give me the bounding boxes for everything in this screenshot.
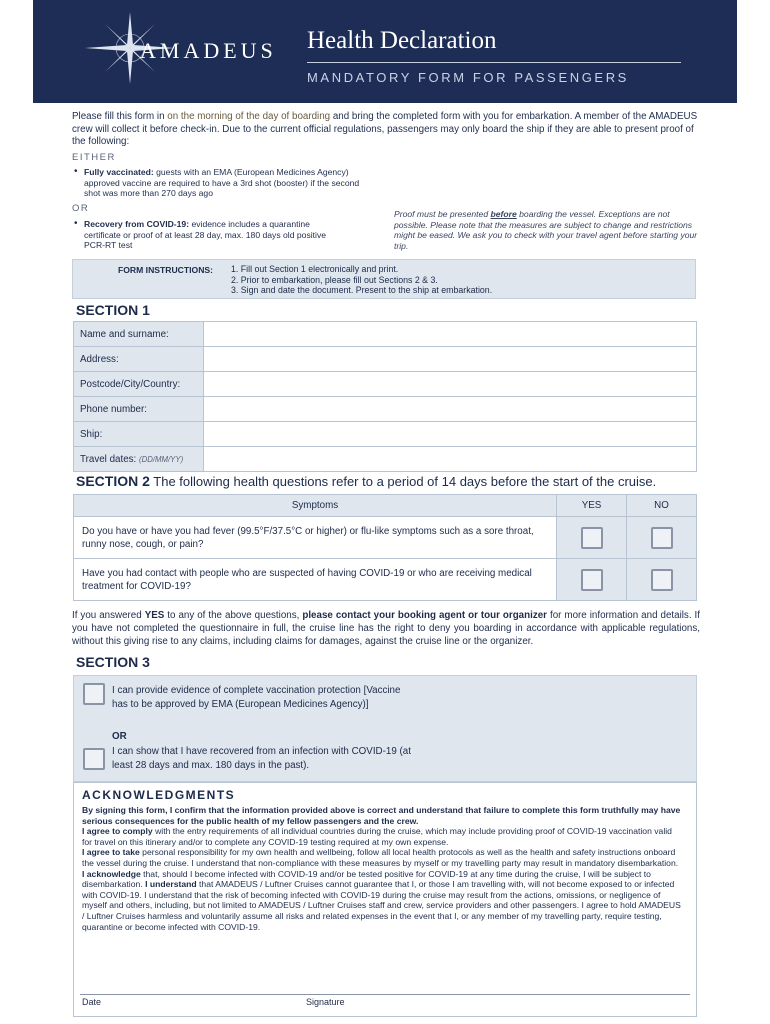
field-label-postcode: Postcode/City/Country: [74,372,204,397]
ack-responsibility: I agree to take [82,847,140,858]
either-label: EITHER [72,152,116,163]
col-symptoms: Symptoms [74,495,557,517]
intro-highlight: on the morning of the day of boarding [167,111,331,122]
note-text: If you answered [72,610,145,621]
ack-confirm: By signing this form, I confirm that the information provided above is correct and understand that failure to complete this form truthfully may have serious consequences for the public health of my fellow passengers and the crew. [82,805,681,826]
note-yes: YES [144,610,165,621]
contact-no-checkbox[interactable] [651,569,673,591]
table-row [74,322,697,347]
answer-cell [627,559,697,601]
brand-logo-text: AMADEUS [140,38,277,63]
field-input-travel-dates[interactable] [204,447,697,472]
col-no: NO [627,495,697,517]
vaccination-checkbox[interactable] [83,683,105,705]
table-row [74,559,697,601]
bullet-dot-icon: • [74,218,78,229]
section1-title: SECTION 1 [76,302,150,318]
bullet-vaccinated [74,166,364,199]
fever-yes-checkbox[interactable] [581,527,603,549]
ack-paragraph [82,805,682,826]
recovery-option: I can show that I have recovered from an infection with COVID-19 (at least 28 days and max. 180 days in the past). [112,746,411,771]
ack-paragraph [82,869,682,933]
proof-text: Proof must be presented [394,209,491,219]
table-row [74,347,697,372]
ack-understand-text: that AMADEUS / Luftner Cruises cannot guarantee that I, or those I am travelling with, will not become exposed to or infected with COVID-19. I understand that the risk of becoming infected with COVID-19 during the cruise may result from the actions, omissions, or negligence of myself and others, including, but not limited to AMADEUS / Luftner Cruises staff and crew, service providers and other passengers. I agree to hold AMADEUS / Luftner Cruises harmless and voluntarily assume all risks and related expenses in the event that I, or any member of my travelling party, require testing, quarantine or become infected with COVID-19. [82,879,681,932]
answer-cell [557,559,627,601]
section2-note [72,609,700,648]
answer-cell [627,517,697,559]
fever-no-checkbox[interactable] [651,527,673,549]
or-label: OR [72,203,90,214]
form-instructions-box [72,259,696,299]
acknowledgments-body [82,805,682,932]
question-fever: Do you have or have you had fever (99.5°F/37.5°C or higher) or flu-like symptoms such as a sore throat, runny nose, cough, or pain? [74,517,557,559]
signature-line[interactable] [80,994,690,995]
field-input-postcode[interactable] [204,372,697,397]
date-label: Date [82,997,102,1007]
proof-text-rest: boarding the vessel. Exceptions are not possible. Please note that the measures are subject to change and restrictions might be eased. We ask you to check with your travel agent before starting your trip. [394,209,698,251]
intro-text: Please fill this form in [72,111,168,122]
proof-note [394,209,704,251]
section3-or: OR [112,731,127,742]
ack-comply: I agree to comply [82,826,153,837]
col-yes: YES [557,495,627,517]
acknowledgments-title: ACKNOWLEDGMENTS [82,788,236,802]
field-label-travel-dates [74,447,204,472]
field-input-address[interactable] [204,347,697,372]
table-row [74,422,697,447]
ack-acknowledge-text: that, should I become infected with COVID-19 and/or be tested positive for COVID-19 at any time during the cruise, I will be subject to disembarkation. [82,868,651,890]
bullet-recovery [74,218,346,251]
contact-yes-checkbox[interactable] [581,569,603,591]
acknowledgments-box [73,782,697,1017]
date-format-hint: (DD/MM/YY) [139,454,184,464]
bullet-vaccinated-title: Fully vaccinated: [84,167,154,177]
header-banner [33,0,737,103]
signature-label: Signature [306,997,345,1007]
field-label-phone: Phone number: [74,397,204,422]
bullet-recovery-text: evidence includes a quarantine certificate or proof of at least 28 day, max. 180 days old positive PCR-RT test [84,219,327,250]
section2-title [76,473,656,489]
field-input-ship[interactable] [204,422,697,447]
table-row [74,447,697,472]
ack-understand: I understand [145,879,197,890]
form-instructions-list [231,264,492,296]
ack-comply-text: with the entry requirements of all individual countries during the cruise, which may include providing proof of COVID-19 vaccination valid for travel on this itinerary and/or to complete any COVID-19 testing required at my own expense. [82,826,672,847]
ack-responsibility-text: personal responsibility for my own health and wellbeing, follow all local health protocols as well as the health and safety instructions onboard the vessel during the cruise. I understand that non-compliance with these measures by myself or my travelling party may result in mandatory disembarkation. [82,847,679,868]
section1-table [73,321,697,472]
table-row [74,372,697,397]
bullet-vaccinated-text: guests with an EMA (European Medicines Agency) approved vaccine are required to have a 3rd shot (booster) if the second shot was more than 270 days ago [84,167,360,198]
intro-paragraph [72,111,704,149]
section2-title-rest: The following health questions refer to a period of 14 days before the start of the cruise. [149,474,657,489]
field-input-phone[interactable] [204,397,697,422]
note-text-mid: to any of the above questions, [164,610,303,621]
table-row [74,397,697,422]
instruction-step: 2. Prior to embarkation, please fill out Sections 2 & 3. [231,274,438,285]
instruction-step: 3. Sign and date the document. Present to the ship at embarkation. [231,285,493,295]
section2-title-label: SECTION 2 [76,473,150,489]
title-divider [307,62,681,63]
ack-paragraph [82,826,682,847]
section3-title: SECTION 3 [76,654,150,670]
table-row [74,517,697,559]
note-contact-agent: please contact your booking agent or tour organizer [302,610,547,621]
bullet-recovery-title: Recovery from COVID-19: [84,219,190,229]
instruction-step: 1. Fill out Section 1 electronically and print. [231,264,399,274]
field-label-ship: Ship: [74,422,204,447]
recovery-checkbox[interactable] [83,748,105,770]
travel-dates-label: Travel dates: [80,453,137,465]
page-subtitle: MANDATORY FORM FOR PASSENGERS [307,70,629,85]
note-text-rest: for more information and details. If you have not completed the questionnaire in full, the cruise line has the right to deny you boarding in accordance with applicable regulations, without this giving rise to any claims, including claims for damages, against the cruise line or the organizer. [72,610,700,647]
section2-table [73,494,697,601]
bullet-dot-icon: • [74,166,78,177]
ack-acknowledge: I acknowledge [82,868,141,879]
vaccination-option: I can provide evidence of complete vaccination protection [Vaccine has to be approved by EMA (European Medicines Agency)] [112,685,401,710]
field-label-address: Address: [74,347,204,372]
section3-box [73,675,697,782]
form-instructions-label: FORM INSTRUCTIONS: [118,265,214,275]
ack-paragraph [82,847,682,868]
answer-cell [557,517,627,559]
page-title: Health Declaration [307,27,497,54]
proof-emphasis: before [490,209,517,219]
intro-text-rest: and bring the completed form with you for embarkation. A member of the AMADEUS crew will collect it before check-in. Due to the current official regulations, passengers may only board the ship if they are able to present proof of the following: [72,111,698,147]
table-header-row [74,495,697,517]
field-label-name: Name and surname: [74,322,204,347]
question-contact: Have you had contact with people who are suspected of having COVID-19 or who are receiving medical treatment for COVID-19? [74,559,557,601]
field-input-name[interactable] [204,322,697,347]
